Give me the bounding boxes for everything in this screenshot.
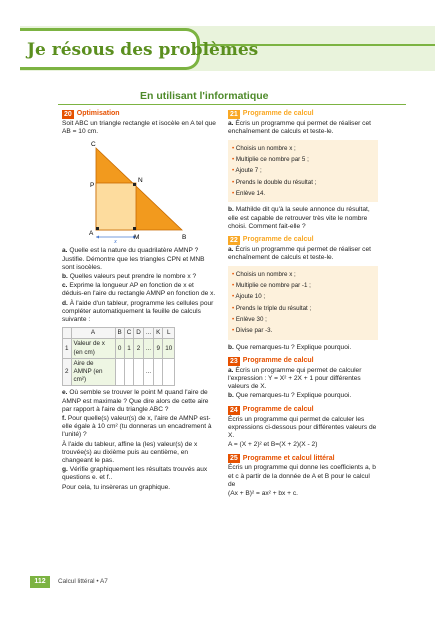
exercise-number: 22	[230, 237, 238, 245]
exercise-number: 21	[230, 111, 238, 118]
cell: 2	[134, 339, 144, 358]
cell: ...	[143, 339, 153, 358]
question-a: Écris un programme qui permet de réaliser cet enchaînement de calculs et teste-le.	[228, 120, 371, 136]
list-item: • Multiplie ce nombre par 5 ;	[232, 155, 374, 166]
question-g: Vérifie graphiquement les résultats trouvés aux questions e. et f..	[62, 466, 208, 482]
exercise-title: Programme et calcul littéral	[242, 454, 335, 462]
table-row	[63, 358, 175, 386]
question-f-label: f.	[62, 415, 67, 423]
cell: 0	[115, 339, 124, 358]
label-P: P	[90, 182, 95, 190]
question-b: Que remarques-tu ? Explique pourquoi.	[235, 392, 352, 400]
page-title: Je résous des problèmes	[27, 40, 259, 60]
question-f: Pour quelle(s) valeur(s) de x, l'aire de AMNP est-elle égale à 10 cm² (tu donneras un encadrement à l'unité) ?	[62, 415, 212, 439]
question-b-label: b.	[228, 206, 234, 214]
list-item: • Prends le double du résultat ;	[232, 177, 374, 188]
question-a: Quelle est la nature du quadrilatère AMNP ? Justifie. Démontre que les triangles CPN et MNB sont isocèles.	[62, 247, 205, 271]
exercise-title: Programme de calcul	[242, 110, 314, 118]
question-g-label: g.	[62, 466, 68, 474]
col-header: D	[134, 328, 144, 339]
exercise-number: 23	[230, 357, 238, 365]
section-rule	[58, 104, 406, 105]
table-row	[63, 339, 175, 358]
label-B: B	[182, 234, 187, 242]
question-b-label: b.	[62, 273, 68, 281]
cell	[124, 358, 134, 386]
row-header: 2	[63, 358, 72, 386]
exercise-number: 24	[230, 406, 238, 414]
exercise-25-text: Écris un programme qui donne les coefficients a, b et c à partir de la donnée de A et B pour le calcul de	[228, 464, 376, 488]
question-a-label: a.	[228, 366, 234, 374]
section-title: En utilisant l'informatique	[140, 90, 269, 102]
list-item: • Choisis un nombre x ;	[232, 269, 374, 280]
cell	[163, 358, 175, 386]
question-b: Mathilde dit qu'à la seule annonce du résultat, elle est capable de retrouver très vite le nombre choisi. Comment fait-elle ?	[228, 206, 370, 230]
exercise-title: Programme de calcul	[242, 406, 314, 414]
list-item: • Ajoute 10 ;	[232, 292, 374, 303]
question-a-label: a.	[228, 120, 234, 127]
row-label: Aire de AMNP (en cm²)	[71, 358, 115, 386]
question-g-continued: Pour cela, tu insèreras un graphique.	[62, 483, 171, 491]
question-a: Écris un programme qui permet de calculer l'expression : Y = X² + 2X + 1 pour différentes valeurs de X.	[228, 366, 362, 391]
label-x: x	[114, 238, 117, 244]
exercise-24-header	[228, 406, 378, 415]
col-header: ...	[143, 328, 153, 339]
col-header: K	[154, 328, 163, 339]
exercise-22-header	[228, 236, 378, 245]
question-a-label: a.	[62, 247, 68, 255]
triangle-diagram	[74, 138, 194, 243]
exercise-21-header	[228, 110, 378, 119]
question-b: Quelles valeurs peut prendre le nombre x ?	[69, 273, 197, 281]
exercise-number: 20	[64, 111, 72, 118]
cell	[154, 358, 163, 386]
exercise-25-header	[228, 454, 378, 463]
cell: 1	[124, 339, 134, 358]
label-C: C	[91, 141, 96, 149]
question-a: Écris un programme qui permet de réaliser cet enchaînement de calculs et teste-le.	[228, 246, 371, 262]
question-f-continued: À l'aide du tableur, affine la (les) valeur(s) de x trouvée(s) au dixième puis au centième, en changeant le pas.	[62, 440, 198, 465]
question-a-label: a.	[228, 246, 234, 254]
steps-box	[228, 140, 378, 202]
list-item: • Enlève 14.	[232, 188, 374, 199]
cell	[115, 358, 124, 386]
exercise-20-intro: Soit ABC un triangle rectangle et isocèle en A tel que AB = 10 cm.	[62, 120, 216, 136]
list-item: • Ajoute 7 ;	[232, 166, 374, 177]
page-number: 112	[30, 576, 50, 588]
exercise-title: Optimisation	[76, 110, 120, 118]
question-c: Exprime la longueur AP en fonction de x et déduis-en l'aire du rectangle AMNP en fonction de x.	[62, 282, 216, 298]
exercise-title: Programme de calcul	[242, 357, 314, 365]
exercise-number: 25	[230, 455, 238, 463]
label-N: N	[138, 177, 143, 185]
exercise-20-header	[62, 110, 217, 119]
col-header: C	[124, 328, 134, 339]
footer-chapter: Calcul littéral • A7	[58, 578, 108, 585]
cell: ...	[143, 358, 153, 386]
list-item: • Choisis un nombre x ;	[232, 143, 374, 154]
list-item: • Divise par -3.	[232, 325, 374, 336]
cell	[134, 358, 144, 386]
question-e-label: e.	[62, 389, 68, 397]
question-e: Où semble se trouver le point M quand l'aire de AMNP est maximale ? Que dire alors de cette aire par rapport à l'aire du triangle ABC ?	[62, 389, 209, 413]
list-item: • Enlève 30 ;	[232, 314, 374, 325]
question-c-label: c.	[62, 282, 68, 290]
list-item: • Multiplie ce nombre par -1 ;	[232, 281, 374, 292]
left-column	[62, 110, 217, 493]
col-header: B	[115, 328, 124, 339]
label-A: A	[89, 230, 94, 238]
row-label: Valeur de x (en cm)	[71, 339, 115, 358]
page-margin	[0, 0, 20, 619]
question-b: Que remarques-tu ? Explique pourquoi.	[235, 343, 352, 351]
corner-cell	[63, 328, 72, 339]
table-header-row	[63, 328, 175, 339]
col-header: L	[163, 328, 175, 339]
exercise-24-text: Écris un programme qui permet de calculer les expressions ci-dessous pour différentes valeurs de X.	[228, 415, 377, 440]
right-column	[228, 110, 378, 499]
exercise-23-header	[228, 357, 378, 366]
row-header: 1	[63, 339, 72, 358]
question-b-label: b.	[228, 392, 234, 400]
question-d: À l'aide d'un tableur, programme les cellules pour compléter automatiquement la feuille de calculs suivante :	[62, 299, 214, 324]
spreadsheet-table	[62, 327, 175, 386]
exercise-24-expression: A = (X + 2)² et B=(X + 2)(X - 2)	[228, 441, 318, 449]
steps-box	[228, 266, 378, 339]
exercise-25-expression: (Ax + B)² = ax² + bx + c.	[228, 490, 298, 498]
list-item: • Prends le triple du résultat ;	[232, 303, 374, 314]
cell: 9	[154, 339, 163, 358]
cell: 10	[163, 339, 175, 358]
question-d-label: d.	[62, 299, 68, 307]
label-M: M	[134, 234, 140, 242]
exercise-title: Programme de calcul	[242, 236, 314, 244]
question-b-label: b.	[228, 343, 234, 351]
col-header: A	[71, 328, 115, 339]
triangle-figure	[74, 138, 194, 243]
